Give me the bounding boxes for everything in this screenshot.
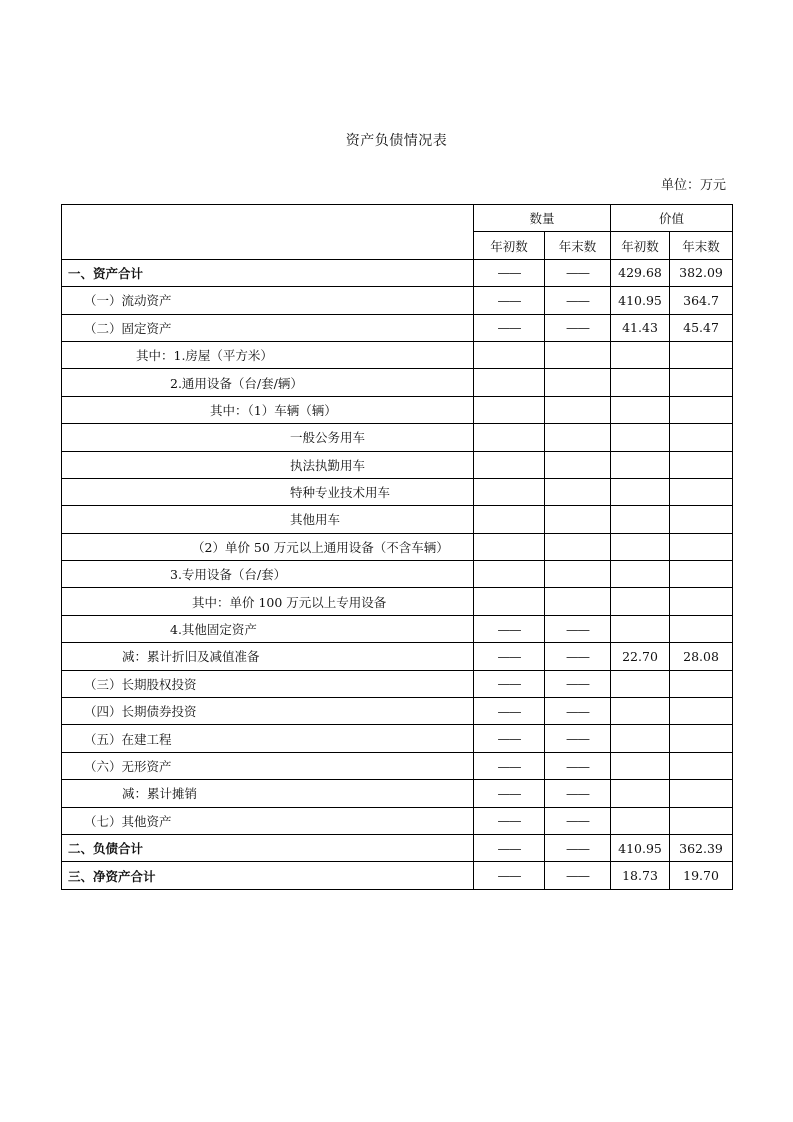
qty-end-cell: —— [545,725,611,752]
qty-begin-cell: —— [474,615,545,642]
val-begin-cell [611,615,670,642]
val-end-cell: 382.09 [670,259,733,286]
val-begin-cell [611,807,670,834]
page-title: 资产负债情况表 [345,133,448,149]
val-end-cell [670,341,733,368]
row-label: （四）长期债券投资 [62,698,474,725]
row-label: （一）流动资产 [62,287,474,314]
header-group-value: 价值 [611,205,733,232]
row-label: 三、净资产合计 [62,862,474,889]
table-row [62,396,733,423]
val-begin-cell [611,478,670,505]
qty-end-cell: —— [545,259,611,286]
val-begin-cell: 22.70 [611,643,670,670]
qty-begin-cell [474,478,545,505]
row-label: 其中：1.房屋（平方米） [62,341,474,368]
unit-label: 单位：万元 [660,178,726,193]
qty-begin-cell [474,424,545,451]
qty-begin-cell: —— [474,698,545,725]
table-row [62,834,733,861]
row-label: 减：累计摊销 [62,780,474,807]
val-end-cell: 364.7 [670,287,733,314]
qty-begin-cell [474,451,545,478]
val-end-cell [670,588,733,615]
val-begin-cell [611,396,670,423]
val-begin-cell [611,725,670,752]
table-row [62,670,733,697]
table-row [62,478,733,505]
qty-end-cell: —— [545,807,611,834]
val-end-cell [670,561,733,588]
table-row [62,862,733,889]
val-end-cell [670,725,733,752]
qty-end-cell: —— [545,780,611,807]
table-row [62,698,733,725]
qty-begin-cell: —— [474,834,545,861]
qty-end-cell: —— [545,698,611,725]
qty-begin-cell: —— [474,314,545,341]
row-label: （2）单价 50 万元以上通用设备（不含车辆） [62,533,474,560]
qty-begin-cell: —— [474,259,545,286]
qty-begin-cell: —— [474,643,545,670]
val-end-cell [670,451,733,478]
qty-end-cell [545,533,611,560]
table-row [62,259,733,286]
qty-begin-cell: —— [474,780,545,807]
row-label: 特种专业技术用车 [62,478,474,505]
qty-end-cell: —— [545,643,611,670]
qty-end-cell: —— [545,834,611,861]
val-end-cell: 19.70 [670,862,733,889]
val-end-cell [670,615,733,642]
qty-begin-cell: —— [474,752,545,779]
row-label: 其中：单价 100 万元以上专用设备 [62,588,474,615]
qty-begin-cell: —— [474,862,545,889]
qty-begin-cell [474,506,545,533]
val-begin-cell [611,588,670,615]
row-label: 4.其他固定资产 [62,615,474,642]
table-row [62,807,733,834]
val-begin-cell [611,561,670,588]
val-end-cell [670,807,733,834]
qty-begin-cell [474,588,545,615]
row-label: 执法执勤用车 [62,451,474,478]
qty-end-cell [545,341,611,368]
val-begin-cell: 410.95 [611,834,670,861]
qty-end-cell: —— [545,314,611,341]
table-row [62,451,733,478]
row-label: 其他用车 [62,506,474,533]
header-val-end: 年末数 [670,232,733,259]
val-begin-cell [611,424,670,451]
val-begin-cell [611,341,670,368]
header-val-begin: 年初数 [611,232,670,259]
table-row [62,506,733,533]
val-begin-cell [611,506,670,533]
qty-end-cell [545,588,611,615]
row-label: （五）在建工程 [62,725,474,752]
qty-end-cell [545,478,611,505]
table-row [62,643,733,670]
qty-begin-cell: —— [474,670,545,697]
qty-end-cell: —— [545,615,611,642]
row-label: 二、负债合计 [62,834,474,861]
qty-end-cell [545,396,611,423]
val-begin-cell: 410.95 [611,287,670,314]
header-qty-end: 年末数 [545,232,611,259]
val-begin-cell [611,451,670,478]
val-begin-cell [611,533,670,560]
table-row [62,615,733,642]
val-end-cell [670,478,733,505]
val-end-cell [670,369,733,396]
qty-end-cell [545,424,611,451]
val-begin-cell: 18.73 [611,862,670,889]
table-row [62,725,733,752]
table-row [62,588,733,615]
val-end-cell [670,670,733,697]
row-label: 其中：（1）车辆（辆） [62,396,474,423]
row-label: 2.通用设备（台/套/辆） [62,369,474,396]
row-label: （七）其他资产 [62,807,474,834]
qty-begin-cell [474,341,545,368]
table-row [62,424,733,451]
header-group-quantity: 数量 [474,205,611,232]
table-row [62,287,733,314]
val-end-cell [670,424,733,451]
qty-end-cell: —— [545,862,611,889]
qty-end-cell: —— [545,287,611,314]
qty-end-cell [545,451,611,478]
qty-begin-cell: —— [474,725,545,752]
val-end-cell: 45.47 [670,314,733,341]
table-row [62,369,733,396]
val-end-cell: 362.39 [670,834,733,861]
header-blank-cell [62,205,474,260]
qty-begin-cell [474,561,545,588]
val-begin-cell [611,752,670,779]
row-label: 减：累计折旧及减值准备 [62,643,474,670]
row-label: （二）固定资产 [62,314,474,341]
val-begin-cell: 41.43 [611,314,670,341]
val-end-cell [670,396,733,423]
val-begin-cell [611,780,670,807]
table-row [62,341,733,368]
qty-begin-cell: —— [474,287,545,314]
qty-end-cell [545,561,611,588]
val-begin-cell [611,369,670,396]
qty-end-cell: —— [545,670,611,697]
row-label: 一般公务用车 [62,424,474,451]
qty-begin-cell [474,369,545,396]
table-row [62,561,733,588]
table-row [62,314,733,341]
val-end-cell [670,780,733,807]
header-qty-begin: 年初数 [474,232,545,259]
table-row [62,752,733,779]
row-label: （六）无形资产 [62,752,474,779]
qty-begin-cell: —— [474,807,545,834]
row-label: （三）长期股权投资 [62,670,474,697]
qty-end-cell [545,369,611,396]
qty-end-cell: —— [545,752,611,779]
val-end-cell: 28.08 [670,643,733,670]
qty-begin-cell [474,533,545,560]
row-label: 一、资产合计 [62,259,474,286]
row-label: 3.专用设备（台/套） [62,561,474,588]
balance-sheet-table [61,204,733,890]
val-begin-cell: 429.68 [611,259,670,286]
val-end-cell [670,698,733,725]
header-row-group [62,205,733,232]
table-row [62,533,733,560]
qty-end-cell [545,506,611,533]
table-row [62,780,733,807]
val-end-cell [670,752,733,779]
qty-begin-cell [474,396,545,423]
val-begin-cell [611,670,670,697]
val-end-cell [670,506,733,533]
val-begin-cell [611,698,670,725]
val-end-cell [670,533,733,560]
